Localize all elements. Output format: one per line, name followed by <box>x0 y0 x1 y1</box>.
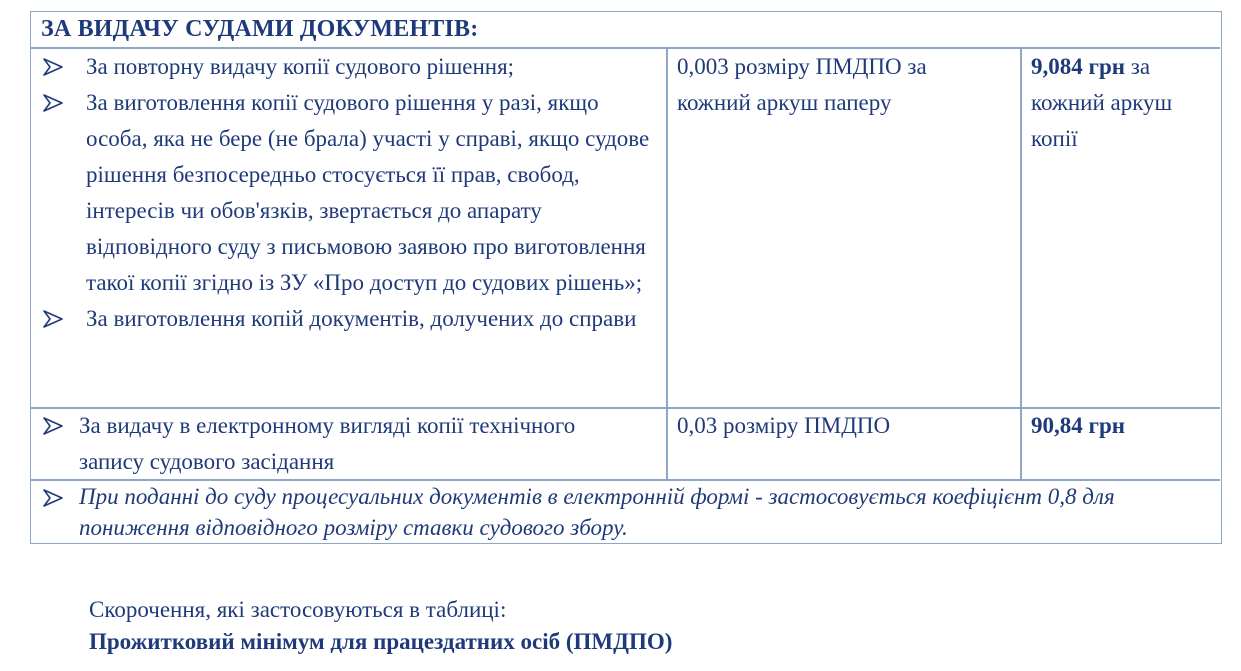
arrowhead-bullet-icon <box>43 310 63 328</box>
list-item <box>43 49 655 85</box>
abbreviations-intro: Скорочення, які застосовуються в таблиці: <box>89 597 507 622</box>
arrowhead-bullet-icon <box>43 489 63 507</box>
table-col-rule-1 <box>666 47 668 479</box>
row2-rate: 0,03 розміру ПМДПО <box>677 413 891 438</box>
abbreviation-definition: Прожитковий мінімум для працездатних осіб (ПМДПО) <box>89 629 673 654</box>
note-row <box>43 481 1213 543</box>
court-fees-table <box>30 11 1222 544</box>
row2-items <box>43 408 643 480</box>
arrowhead-bullet-icon <box>43 94 63 112</box>
list-item-text: За видачу в електронному вигляді копії технічного запису судового засідання <box>79 413 576 474</box>
row1-amount-unit: за кожний аркуш копії <box>1031 54 1173 151</box>
row1-items <box>43 49 655 337</box>
table-col-rule-2 <box>1020 47 1022 479</box>
list-item <box>43 85 655 301</box>
arrowhead-bullet-icon <box>43 417 63 435</box>
list-item <box>43 408 643 480</box>
row2-amount <box>1031 408 1211 444</box>
row1-rate: 0,003 розміру ПМДПО за кожний аркуш паперу <box>677 54 927 115</box>
list-item-text: За повторну видачу копії судового рішення; <box>86 54 515 79</box>
note-text: При поданні до суду процесуальних документів в електронній формі - застосовується коефіцієнт 0,8 для пониження відповідного розміру ставки судового збору. <box>79 484 1115 540</box>
row2-amount-value: 90,84 грн <box>1031 413 1125 438</box>
list-item-text: За виготовлення копії судового рішення у разі, якщо особа, яка не бере (не брала) участі у справі, якщо судове рішення безпосередньо стосується її прав, свобод, інтересів чи обов'язків, звертається до апарату відповідного суду з письмовою заявою про виготовлення такої копії згідно із ЗУ «Про доступ до судових рішень»; <box>86 90 650 295</box>
table-title: ЗА ВИДАЧУ СУДАМИ ДОКУМЕНТІВ: <box>41 16 479 42</box>
row1-amount-value: 9,084 грн <box>1031 54 1125 79</box>
row1-amount <box>1031 49 1211 157</box>
arrowhead-bullet-icon <box>43 58 63 76</box>
list-item <box>43 301 655 337</box>
list-item-text: За виготовлення копій документів, долучених до справи <box>86 306 637 331</box>
